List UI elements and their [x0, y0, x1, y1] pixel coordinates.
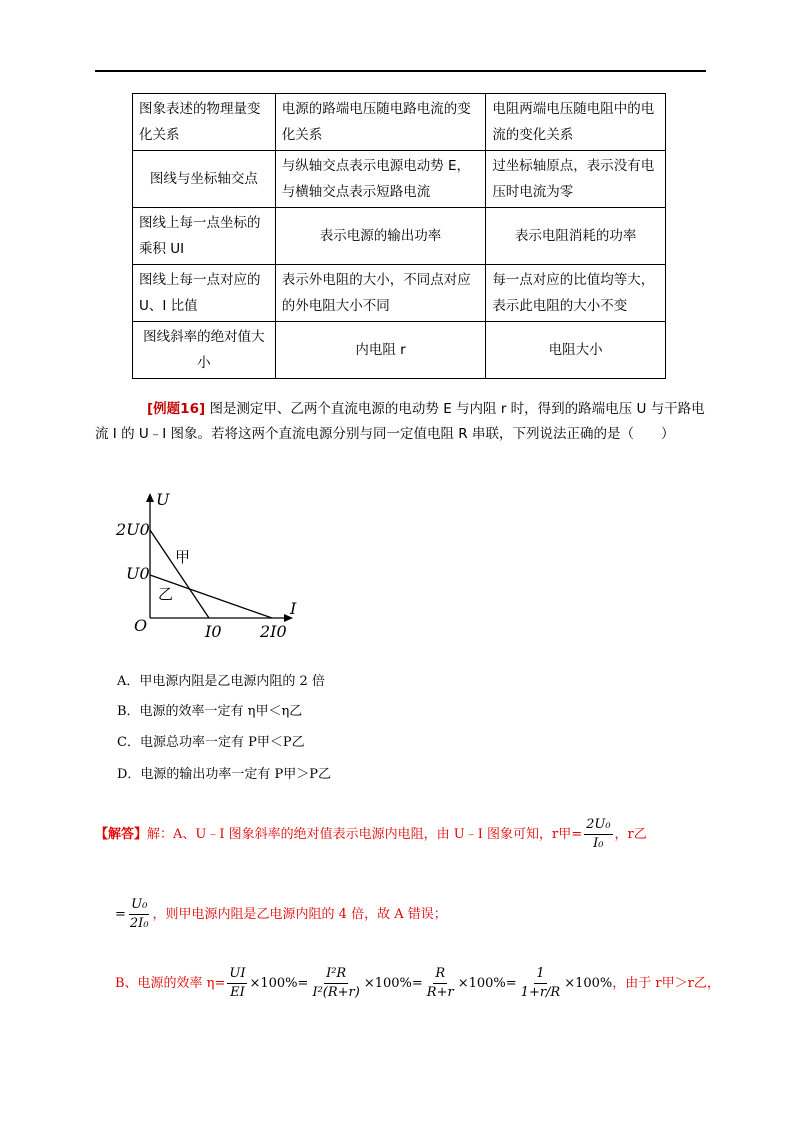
fraction: [128, 896, 151, 933]
denominator: EI: [230, 985, 245, 1000]
option-b: B．电源的效率一定有 η甲＜η乙: [117, 704, 303, 719]
table-cell: 图象表述的物理量变化关系: [133, 94, 276, 151]
answer-text-3: B、电源的效率 η=: [115, 976, 226, 991]
answer-label: 【解答】: [95, 827, 148, 842]
denominator: R+r: [426, 985, 454, 1000]
answer-text-2: ，则甲电源内阻是乙电源内阻的 4 倍，故 A 错误；: [152, 907, 447, 922]
y-axis-arrow: [146, 493, 154, 502]
answer-line2: [115, 896, 447, 933]
equals-sign: =: [411, 976, 423, 991]
percent-term: ×100%: [457, 976, 506, 991]
fraction: [310, 965, 361, 1002]
table-cell: 电阻两端电压随电阻中的电流的变化关系: [486, 94, 666, 151]
table-row: [133, 265, 666, 322]
ui-graph: [112, 488, 312, 643]
fraction: [584, 816, 612, 853]
comparison-table: [132, 93, 666, 379]
origin-label: O: [134, 616, 148, 635]
table-cell: 图线上每一点坐标的乘积 UI: [133, 208, 276, 265]
fraction: [519, 965, 563, 1002]
fraction: [425, 965, 456, 1002]
answer-text-3b: ，由于 r甲＞r乙，: [612, 976, 720, 991]
option-a: A．甲电源内阻是乙电源内阻的 2 倍: [117, 674, 325, 689]
table-cell: 每一点对应的比值均等大，表示此电阻的大小不变: [486, 265, 666, 322]
numerator: UI: [227, 965, 247, 984]
table-cell: 图线上每一点对应的 U、I 比值: [133, 265, 276, 322]
option-c: C．电源总功率一定有 P甲＜P乙: [117, 735, 305, 750]
answer-line1: [95, 816, 647, 853]
table-cell: 内电阻 r: [275, 322, 486, 379]
equals-sign: =: [505, 976, 517, 991]
equals-sign: =: [115, 907, 126, 922]
table-cell: 与纵轴交点表示电源电动势 E，与横轴交点表示短路电流: [275, 151, 486, 208]
y-axis-label: U: [156, 490, 170, 509]
line-jia: [150, 530, 209, 618]
table-cell: 图线斜率的绝对值大小: [133, 322, 276, 379]
fraction: [227, 965, 247, 1002]
question: [95, 397, 707, 447]
percent-term: ×100%: [249, 976, 298, 991]
table-cell: 电源的路端电压随电路电流的变化关系: [275, 94, 486, 151]
label-jia: 甲: [175, 548, 191, 566]
denominator: 1+r/R: [520, 985, 561, 1000]
table-cell: 表示电源的输出功率: [275, 208, 486, 265]
numerator: 2U₀: [584, 816, 612, 835]
table-cell: 表示外电阻的大小，不同点对应的外电阻大小不同: [275, 265, 486, 322]
numerator: I²R: [324, 965, 348, 984]
x-axis-label: I: [290, 599, 297, 618]
question-tag: [例题16]: [147, 401, 206, 417]
table-cell: 电阻大小: [486, 322, 666, 379]
denominator: 2I₀: [129, 916, 149, 931]
x-tick-i0: I0: [205, 622, 222, 641]
equals-sign: =: [297, 976, 309, 991]
percent-term: ×100%: [363, 976, 412, 991]
table-cell: 图线与坐标轴交点: [133, 151, 276, 208]
table-row: [133, 322, 666, 379]
label-yi: 乙: [158, 585, 174, 603]
percent-term: ×100%: [564, 976, 613, 991]
table-row: [133, 208, 666, 265]
numerator: R: [433, 965, 447, 984]
table-row: [133, 94, 666, 151]
answer-text-1: 解：A、U﹣I 图象斜率的绝对值表示电源内电阻，由 U﹣I 图象可知，r甲=: [147, 827, 583, 842]
answer-text-1b: ，r乙: [614, 827, 647, 842]
numerator: 1: [534, 965, 546, 984]
x-tick-2i0: 2I0: [260, 622, 287, 641]
table-row: [133, 151, 666, 208]
header-rule: [95, 70, 706, 72]
y-tick-u0: U0: [126, 564, 150, 583]
option-d: D．电源的输出功率一定有 P甲＞P乙: [117, 767, 332, 782]
question-text: 图是测定甲、乙两个直流电源的电动势 E 与内阻 r 时，得到的路端电压 U 与干路电流 I 的 U﹣I 图象。若将这两个直流电源分别与同一定值电阻 R 串联，下列说法正确的是（ ）: [95, 401, 705, 442]
denominator: I₀: [593, 836, 604, 851]
y-tick-2u0: 2U0: [116, 520, 150, 539]
table-cell: 过坐标轴原点，表示没有电压时电流为零: [486, 151, 666, 208]
denominator: I²(R+r): [312, 985, 360, 1000]
table-cell: 表示电阻消耗的功率: [486, 208, 666, 265]
answer-line3: [115, 965, 720, 1002]
numerator: U₀: [129, 896, 149, 915]
